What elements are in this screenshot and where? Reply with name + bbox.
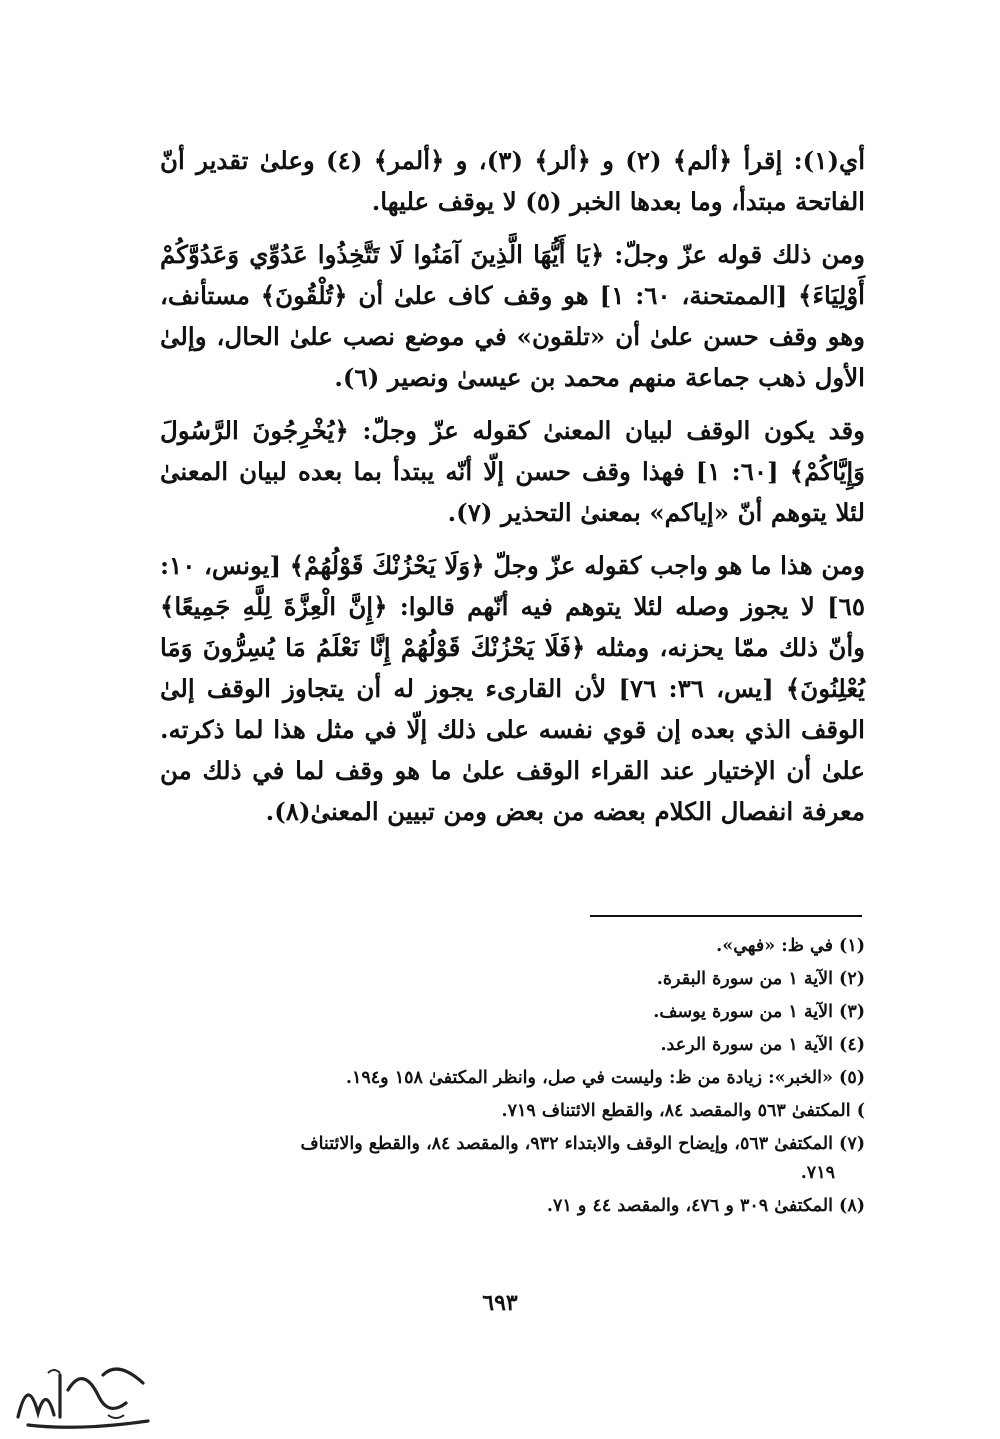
- footnote-continuation: ٧١٩.: [800, 1163, 835, 1183]
- footnote: (٧) المكتفىٰ ٥٦٣، وإيضاح الوقف والابتداء ٩٣٢، والمقصد ٨٤، والقطع والائتناف: [300, 1134, 865, 1154]
- footnote: (٢) الآية ١ من سورة البقرة.: [656, 969, 865, 989]
- footnote: (٥) «الخبر»: زيادة من ظ: وليست في صل، وانظر المكتفىٰ ١٥٨ و١٩٤.: [345, 1068, 865, 1088]
- calligraphy-stamp-logo: [8, 1355, 158, 1435]
- footnote: (٣) الآية ١ من سورة يوسف.: [653, 1002, 865, 1022]
- paragraph: ومن هذا ما هو واجب كقوله عزّ وجلّ ﴿وَلَا يَحْزُنْكَ قَوْلُهُمْ﴾ [يونس، ١٠: ٦٥] لا يجوز وصله لئلا يتوهم فيه أنّهم قالوا: ﴿إِنَّ الْعِزَّةَ لِلَّهِ جَمِيعًا﴾ وأنّ ذلك ممّا يحزنه، ومثله ﴿فَلَا يَحْزُنْكَ قَوْلُهُمْ إِنَّا نَعْلَمُ مَا يُسِرُّونَ وَمَا يُعْلِنُونَ﴾ [يس، ٣٦: ٧٦] لأن القارىء يجوز له أن يتجاوز الوقف إلىٰ الوقف الذي بعده إن قوي نفسه على ذلك إلّا في مثل هذا لما ذكرته. علىٰ أن الإختيار عند القراء الوقف علىٰ ما هو وقف لما في ذلك من معرفة انفصال الكلام بعضه من بعض ومن تبيين المعنىٰ(٨).: [160, 551, 866, 826]
- footnote: ) المكتفىٰ ٥٦٣ والمقصد ٨٤، والقطع الائتناف ٧١٩.: [501, 1101, 865, 1121]
- main-text: [160, 140, 865, 844]
- footnote: (٨) المكتفىٰ ٣٠٩ و ٤٧٦، والمقصد ٤٤ و ٧١.: [546, 1196, 865, 1216]
- paragraph: أي(١): إقرأ ﴿ألم﴾ (٢) و ﴿ألر﴾ (٣)، و ﴿ألمر﴾ (٤) وعلىٰ تقدير أنّ الفاتحة مبتدأ، وما بعدها الخبر (٥) لا يوقف عليها.: [160, 146, 866, 216]
- footnote-separator: [590, 915, 862, 917]
- footnotes: [160, 932, 865, 1225]
- footnote: (٤) الآية ١ من سورة الرعد.: [660, 1035, 865, 1055]
- paragraph: ومن ذلك قوله عزّ وجلّ: ﴿يَا أَيُّهَا الَّذِينَ آمَنُوا لَا تَتَّخِذُوا عَدُوِّي وَعَدُوَّكُمْ أَوْلِيَاءَ﴾ [الممتحنة، ٦٠: ١] هو وقف كاف علىٰ أن ﴿تُلْقُونَ﴾ مستأنف، وهو وقف حسن علىٰ أن «تلقون» في موضع نصب علىٰ الحال، وإلىٰ الأول ذهب جماعة منهم محمد بن عيسىٰ ونصير (٦).: [160, 240, 865, 392]
- page-number: ٦٩٣: [482, 1290, 518, 1316]
- footnote: (١) في ظ: «فهي».: [716, 936, 865, 956]
- paragraph: وقد يكون الوقف لبيان المعنىٰ كقوله عزّ وجلّ: ﴿يُخْرِجُونَ الرَّسُولَ وَإِيَّاكُمْ﴾ [٦٠: ١] فهذا وقف حسن إلّا أنّه يبتدأ بما بعده لبيان المعنىٰ لئلا يتوهم أنّ «إياكم» بمعنىٰ التحذير (٧).: [160, 416, 865, 527]
